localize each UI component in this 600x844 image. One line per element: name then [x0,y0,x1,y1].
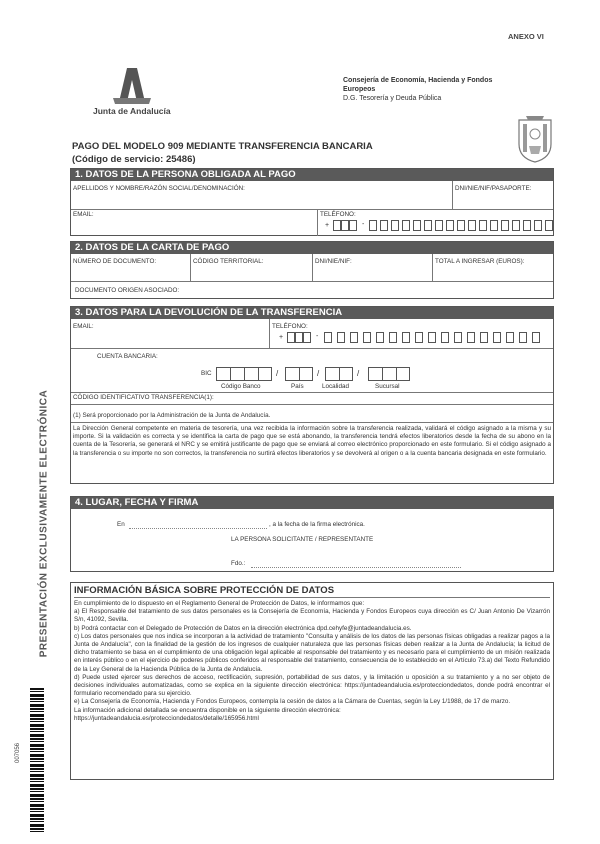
form-title-line-1: PAGO DEL MODELO 909 MEDIANTE TRANSFERENCIA BANCARIA [72,141,373,152]
total-label: TOTAL A INGRESAR (EUROS): [435,258,525,265]
bic-slash-2: / [317,369,320,378]
bic-label: BIC [201,370,212,377]
note-1: (1) Será proporcionado por la Administración de la Junta de Andalucía. [73,412,271,419]
side-vertical-text: PRESENTACIÓN EXCLUSIVAMENTE ELECTRÓNICA [38,389,50,658]
refund-phone-dash: - [316,333,319,340]
coat-of-arms-icon [516,112,554,164]
email-label: EMAIL: [73,211,94,218]
phone-plus: + [325,222,330,229]
privacy-additional: La información adicional detallada se encuentra disponible en la siguiente dirección electrónica: [74,706,341,714]
barcode-number: 007056 [15,742,22,764]
transfer-code-input[interactable] [221,394,551,403]
territorial-code-label: CÓDIGO TERRITORIAL: [193,258,264,265]
place-en-label: En [117,521,125,528]
signer-label: LA PERSONA SOLICITANTE / REPRESENTANTE [231,536,374,543]
origin-doc-label: DOCUMENTO ORIGEN ASOCIADO: [75,287,180,294]
privacy-heading: INFORMACIÓN BÁSICA SOBRE PROTECCIÓN DE DATOS [74,585,550,598]
department-line-3: D.G. Tesorería y Deuda Pública [343,95,442,102]
privacy-intro: En cumplimiento de lo dispuesto en el Reglamento General de Protección de Datos, le informamos que: [74,600,365,607]
refund-email-input[interactable] [73,332,263,344]
place-input[interactable] [129,528,267,529]
privacy-item-c: c) Los datos personales que nos indica se incorporan a la actividad de tratamiento "Consulta y análisis de los datos de las personas físicas obligadas a realizar pagos a la Junta de Andalucía", con la finalidad de la gestión de los ingresos de cualquier naturaleza que las personas físicas deben realizar a la Junta de Andalucía; la licitud de dicho tratamiento se basa en el cumplimiento de una obligación legal aplicable al responsable del tratamiento y es necesario para el cumplimiento de un misión realizada en interés público o en el ejercicio de poderes públicos conferidos al responsable del tratamiento, consecuencia de lo establecido en el Artículo 73.a) del Texto Refundido de la Ley General de la Hacienda Pública de la Junta de Andalucía. [74,632,550,673]
email-input[interactable] [73,220,313,232]
bank-code-caption: Código Banco [221,383,261,390]
section-3 [70,306,554,484]
transfer-code-label: CÓDIGO IDENTIFICATIVO TRANSFERENCIA(1): [73,394,214,401]
section-3-heading: 3. DATOS PARA LA DEVOLUCIÓN DE LA TRANSFERENCIA [71,307,553,319]
refund-email-label: EMAIL: [73,323,94,330]
date-text: , a la fecha de la firma electrónica. [269,521,365,528]
refund-phone-label: TELÉFONO: [272,323,308,330]
privacy-item-d: d) Puede usted ejercer sus derechos de acceso, rectificación, supresión, portabilidad de sus datos, y la limitación u oposición a su tratamiento y a no ser objeto de decisiones individuales automatizadas, como se explica en la siguiente dirección electrónica: https://juntadeandalucia.es/protecciondedatos, donde podrá encontrar el formulario recomendado para su ejercicio. [74,673,550,698]
barcode [30,688,44,833]
phone-label: TELÉFONO: [320,211,356,218]
carta-dni-input[interactable] [315,267,429,279]
annex-label: ANEXO VI [508,32,544,41]
doc-number-label: NÚMERO DE DOCUMENTO: [73,258,157,265]
section-1 [70,168,554,236]
name-input[interactable] [73,194,449,206]
signature-label: Fdo.: [231,560,246,567]
dni-label: DNI/NIE/NIF/PASAPORTE: [455,185,532,192]
bank-account-label: CUENTA BANCARIA: [97,353,158,360]
locality-caption: Localidad [322,383,349,390]
privacy-item-e: e) La Consejería de Economía, Hacienda y Fondos Europeos, contempla la cesión de datos a la Cámara de Cuentas, según la Ley 1/1988, de 17 de marzo. [74,698,511,706]
privacy-section [70,582,554,780]
carta-dni-label: DNI/NIE/NIF: [315,258,352,265]
territorial-code-input[interactable] [193,267,309,279]
department-line-2: Europeos [343,86,376,93]
privacy-url[interactable]: https://juntadeandalucia.es/protecciondedatos/detalle/165956.html [74,714,259,722]
junta-arch-icon [97,66,167,104]
refund-phone-plus: + [279,334,284,341]
privacy-item-b: b) Podrá contactar con el Delegado de Protección de Datos en la dirección electrónica dpd.cehyfe@juntadeandalucia.es. [74,624,412,632]
department-block [343,76,492,103]
bic-slash-3: / [357,369,360,378]
origin-doc-input[interactable] [181,284,551,296]
dni-input[interactable] [455,194,551,206]
department-line-1: Consejería de Economía, Hacienda y Fondos [343,77,493,84]
section-2-heading: 2. DATOS DE LA CARTA DE PAGO [71,242,553,254]
country-caption: País [291,383,304,390]
junta-logo-text: Junta de Andalucía [93,106,171,116]
name-label: APELLIDOS Y NOMBRE/RAZÓN SOCIAL/DENOMINACIÓN: [73,185,245,192]
form-title [72,140,373,166]
coat-of-arms [516,112,554,164]
branch-caption: Sucursal [375,383,400,390]
section-4 [70,496,554,572]
bic-slash-1: / [276,369,279,378]
validation-paragraph: La Dirección General competente en materia de tesorería, una vez recibida la información sobre la transferencia realizada, validará el código asignado a la misma y su importe. Si la validación es correcta y se identifica la carta de pago que se está abonando, la transferencia tendrá efectos liberatorios desde la fecha de su abono en la cuenta de la Tesorería, se generará el NRC y se emitirá justificante de pago que se enviará al correo electrónico proporcionado en este formulario. Si el código asignado a la transferencia o su importe no son correctos, la transferencia no surtirá efectos liberatorios y se devolverá al origen o a la cuenta bancaria designada en este formulario. [73,425,551,457]
section-4-heading: 4. LUGAR, FECHA Y FIRMA [71,497,553,509]
doc-number-input[interactable] [73,267,187,279]
phone-dash: - [362,221,365,228]
junta-logo [93,66,171,116]
total-input[interactable] [435,267,551,279]
section-2 [70,241,554,299]
privacy-item-a: a) El Responsable del tratamiento de sus datos personales es la Consejería de Economía, Hacienda y Fondos Europeos cuya dirección es C/ Juan Antonio De Vizarrón S/n, 41092, Sevilla. [74,608,550,624]
bic-branch-input[interactable] [368,367,410,381]
form-title-line-2: (Código de servicio: 25486) [72,154,196,165]
signature-input[interactable] [251,567,461,568]
section-1-heading: 1. DATOS DE LA PERSONA OBLIGADA AL PAGO [71,169,553,181]
